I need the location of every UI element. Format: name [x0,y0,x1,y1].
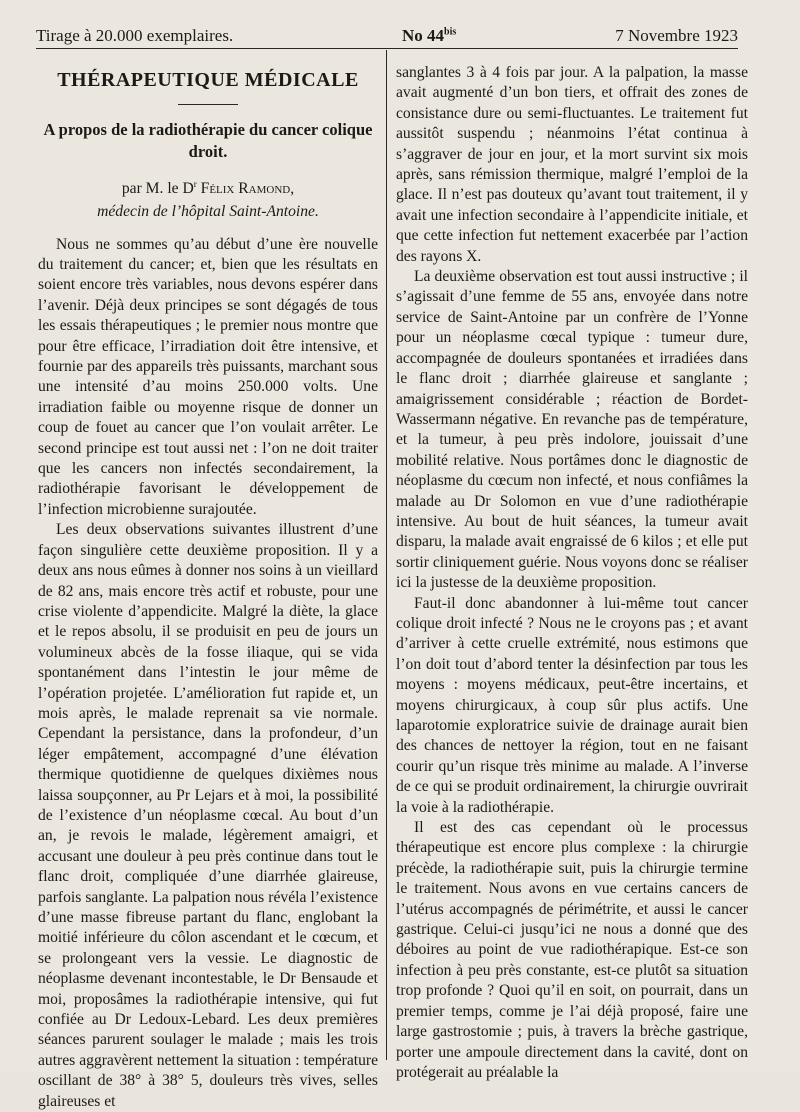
issue-number [402,26,456,46]
author-role: médecin de l’hôpital Saint-Antoine. [97,202,319,220]
right-paragraph: sanglantes 3 à 4 fois par jour. A la palpation, la masse avait augmenté d’un bon tiers, et offrait des zones de consistance dure ou semi-fluctuantes. Le traitement fut aussitôt suspendu ; néanmoins l’état continua à s’aggraver de jour en jour, et la mort survint six mois après, sans rémission thermique, malgré l’emploi de la glace. Il n’est pas douteux qu’avant tout traitement, il y avait une infection secondaire à l’appendicite initiale, et que cette infection fut nettement exacerbée par l’action des rayons X. [396,64,748,265]
section-title: THÉRAPEUTIQUE MÉDICALE [57,69,359,91]
page-header [36,24,738,49]
author-title-sup: r [193,179,197,190]
print-run: Tirage à 20.000 exemplaires. [36,26,234,45]
column-divider [386,50,387,1060]
issue-value: 44 [427,26,445,45]
author-line [38,173,378,200]
right-paragraph: La deuxième observation est tout aussi instructive ; il s’agissait d’une femme de 55 ans, envoyée dans notre service de Saint-Antoine par un confrère de l’Yonne pour un néoplasme cœcal typique : tumeur dure, accompagnée de douleurs spontanées et irradiées dans le flanc droit ; diarrhée glaireuse et sanglante ; amaigrissement considérable ; réaction de Bordet-Wassermann négative. En revanche pas de température, et la tumeur, à peu près indolore, jouissait d’une mobilité relative. Nous portâmes donc le diagnostic de néoplasme du cœcum non infecté, et nous confiâmes la malade au Dr Solomon en vue d’une radiothérapie intensive. Au bout de huit séances, la tumeur avait disparu, la malade avait engraissé de 6 kilos ; et elle put sortir cliniquement guérie. Nous voyons donc se réaliser ici la justesse de la deuxième proposition. [396,268,748,592]
left-column [38,60,378,1112]
issue-prefix: No [402,26,423,45]
author-prefix: par M. le D [121,180,194,198]
right-column [396,63,748,1083]
title-rule [178,104,238,105]
byline [38,173,378,222]
issue-date: 7 Novembre 1923 [615,26,738,45]
left-paragraph: Nous ne sommes qu’au début d’une ère nouvelle du traitement du cancer; et, bien que les résultats en soient encore très variables, nous devons espérer dans l’avenir. Déjà deux principes se sont dégagés de tous les essais thérapeutiques ; le premier nous montre que pour être efficace, l’irradiation doit être intensive, et fournie par des appareils très puissants, marchant sous une intensité d’au moins 250.000 volts. Une irradiation faible ou moyenne risque de donner un coup de fouet au cancer que l’on voulait arrêter. Le second principe est tout aussi net : l’on ne doit traiter que les cancers non infectés secondairement, la radiothérapie favorisant le développement de l’infection microbienne surajoutée. [38,235,378,518]
left-paragraph: Les deux observations suivantes illustrent d’une façon singulière cette deuxième proposition. Il y a deux ans nous eûmes à donner nos soins à un vieillard de 82 ans, mais encore très actif et robuste, pour une crise violente d’appendicite. Malgré la diète, la glace et le repos absolu, il se produisit en peu de jours un volumineux abcès de la fosse iliaque, qui se vida spontanément dans l’intestin le jour même de l’opération projetée. L’amélioration fut rapide et, un mois après, le malade reprenait sa vie normale. Cependant la persistance, dans la profondeur, d’un léger empâtement, accompagné d’une élévation thermique quotidienne de quelques dixièmes nous laissa soupçonner, au Pr Lejars et à moi, la possibilité de l’existence d’un néoplasme cœcal. Au bout d’un an, je revois le malade, légèrement amaigri, et accusant une douleur à peu près continue dans tout le flanc droit, compliquée d’une diarrhée glaireuse, parfois sanglante. La palpation nous révéla l’existence d’une masse fibreuse partant du flanc, englobant la moitié inférieure du côlon ascendant et le cœcum, et se prolongeant vers la vessie. Le diagnostic de néoplasme devenant incontestable, le Dr Bensaude et moi, proposâmes la radiothérapie intensive, qui fut confiée au Dr Ledoux-Lebard. Les deux premières séances parurent soulager le malade ; mais les trois autres aggravèrent nettement la situation : température oscillant de 38° à 38° 5, douleurs très vives, selles glaireuses et [38,521,378,1110]
article-title: A propos de la radiothérapie du cancer colique droit. [43,120,373,162]
author-name: Félix Ramond, [200,180,295,198]
right-paragraph: Faut-il donc abandonner à lui-même tout cancer colique droit infecté ? Nous ne le croyons pas ; et avant d’arriver à cette cruelle extrémité, nous estimons que l’on doit tout d’abord tenter la désinfection par tous les moyens : moyens médicaux, peut-être incertains, et moyens chirurgicaux, à coup sûr plus actifs. Une laparotomie exploratrice suivie de drainage aurait bien des chances de nettoyer la région, tout en ne faisant courir qu’un risque très minime au malade. A l’inverse de ce qui se produit ordinairement, la chirurgie ouvrirait la voie à la radiothérapie. [396,594,748,816]
issue-suffix: bis [444,26,457,38]
right-paragraph: Il est des cas cependant où le processus thérapeutique est encore plus complexe : la chirurgie précède, la radiothérapie suit, puis la chirurgie termine le traitement. Nous avons en vue certains cancers de l’utérus accompagnés de périmétrite, et aussi le cancer gastrique. Celui-ci jusqu’ici ne nous a donné que des déboires au point de vue radiothérapique. Est-ce son infection à peu près constante, est-ce plutôt sa situation trop profonde ? Quoi qu’il en soit, on pourrait, dans un premier temps, comme je l’ai déjà proposé, faire une large gastrostomie ; puis, à travers la brèche gastrique, porter une ampoule directement dans la cavité, dont on protégerait au préalable la [396,819,748,1081]
